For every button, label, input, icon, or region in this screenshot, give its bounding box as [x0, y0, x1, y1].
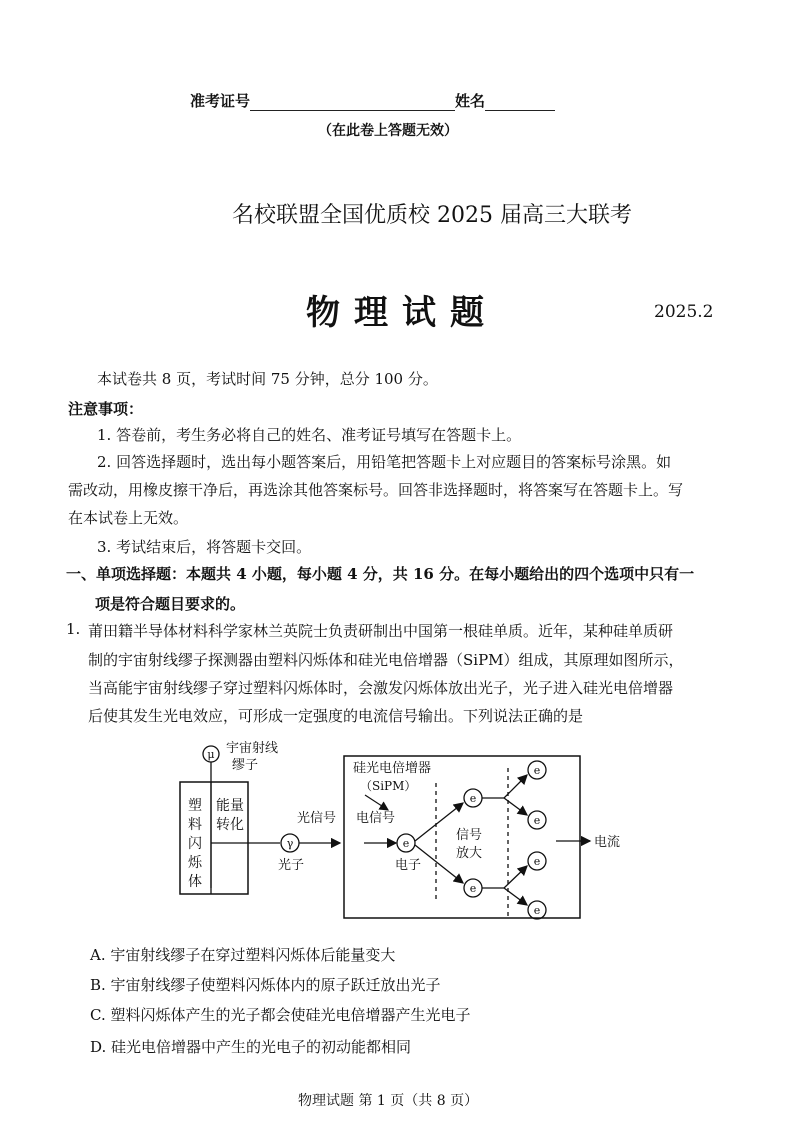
muon-label-2: 缪子	[232, 758, 259, 773]
electron-symbol-0: e	[402, 837, 410, 850]
scint-char-2: 料	[188, 817, 202, 833]
electron-symbol-5: e	[533, 855, 541, 868]
notice-title: 注意事项：	[68, 400, 144, 418]
exam-date: 2025.2	[654, 302, 714, 322]
question-stem-line-3: 当高能宇宙射线缪子穿过塑料闪烁体时，会激发闪烁体放出光子，光子进入硅光电倍增器	[88, 679, 674, 697]
electron-symbol-6: e	[533, 904, 541, 917]
detector-diagram	[160, 738, 640, 938]
exam-title: 名校联盟全国优质校 2025 届高三大联考	[232, 203, 632, 228]
name-label: 姓名	[455, 92, 486, 110]
electron-symbol-2: e	[469, 882, 477, 895]
scint-char-3: 闪	[188, 836, 202, 852]
exam-id-label: 准考证号	[190, 92, 251, 110]
photon-label: 光子	[278, 858, 305, 873]
option-b: B. 宇宙射线缪子使塑料闪烁体内的原子跃迁放出光子	[90, 976, 441, 994]
exam-info-line	[190, 90, 555, 111]
amp-label-1: 信号	[456, 828, 483, 843]
option-c: C. 塑料闪烁体产生的光子都会使硅光电倍增器产生光电子	[90, 1006, 471, 1024]
exam-intro: 本试卷共 8 页，考试时间 75 分钟，总分 100 分。	[97, 370, 438, 388]
option-a: A. 宇宙射线缪子在穿过塑料闪烁体后能量变大	[90, 946, 396, 964]
current-label: 电流	[594, 835, 621, 850]
split-arrow-3	[504, 866, 527, 888]
electron-symbol-4: e	[533, 814, 541, 827]
scint-char-1: 塑	[188, 798, 202, 814]
notice-item-3: 3. 考试结束后，将答题卡交回。	[97, 538, 312, 556]
electron-symbol-1: e	[469, 792, 477, 805]
page-footer: 物理试题 第 1 页（共 8 页）	[298, 1093, 479, 1109]
notice-item-2-line-2: 需改动，用橡皮擦干净后，再选涂其他答案标号。回答非选择题时，将答案写在答题卡上。写	[68, 481, 684, 499]
section-heading-line-2: 项是符合题目要求的。	[95, 595, 246, 613]
notice-item-1: 1. 答卷前，考生务必将自己的姓名、准考证号填写在答题卡上。	[97, 426, 522, 444]
scint-char-5: 体	[188, 874, 202, 890]
photon-symbol: γ	[286, 837, 294, 850]
option-d: D. 硅光电倍增器中产生的光电子的初动能都相同	[90, 1038, 412, 1056]
split-arrow-2	[504, 798, 527, 815]
name-blank	[485, 96, 555, 111]
question-stem-line-4: 后使其发生光电效应，可形成一定强度的电流信号输出。下列说法正确的是	[88, 707, 584, 725]
notice-item-2-line-3: 在本试卷上无效。	[68, 509, 189, 527]
subject-title: 物理试题	[306, 293, 498, 333]
question-stem-line-2: 制的宇宙射线缪子探测器由塑料闪烁体和硅光电倍增器（SiPM）组成，其原理如图所示，	[88, 651, 684, 669]
sipm-pointer-arrow	[365, 795, 388, 810]
question-number: 1.	[66, 620, 81, 638]
light-signal-label: 光信号	[297, 811, 337, 826]
exam-id-blank	[250, 96, 455, 111]
muon-label-1: 宇宙射线	[226, 741, 279, 756]
sipm-label-1: 硅光电倍增器	[353, 761, 432, 776]
muon-symbol: μ	[207, 748, 215, 761]
energy-label-1: 能量	[216, 798, 244, 814]
scint-char-4: 烁	[188, 855, 202, 871]
energy-label-2: 转化	[216, 817, 244, 833]
notice-item-2-line-1: 2. 回答选择题时，选出每小题答案后，用铅笔把答题卡上对应题目的答案标号涂黑。如	[97, 453, 672, 471]
electron-label: 电子	[395, 858, 422, 873]
electron-symbol-3: e	[533, 764, 541, 777]
invalid-note: （在此卷上答题无效）	[318, 123, 458, 139]
section-heading-line-1: 一、单项选择题：本题共 4 小题，每小题 4 分，共 16 分。在每小题给出的四个选项中只有一	[66, 565, 695, 583]
question-stem-line-1: 莆田籍半导体材料科学家林兰英院士负责研制出中国第一根硅单质。近年，某种硅单质研	[88, 622, 674, 640]
amp-label-2: 放大	[456, 846, 483, 861]
sipm-label-2: （SiPM）	[360, 779, 417, 793]
electric-signal-label: 电信号	[356, 811, 396, 826]
